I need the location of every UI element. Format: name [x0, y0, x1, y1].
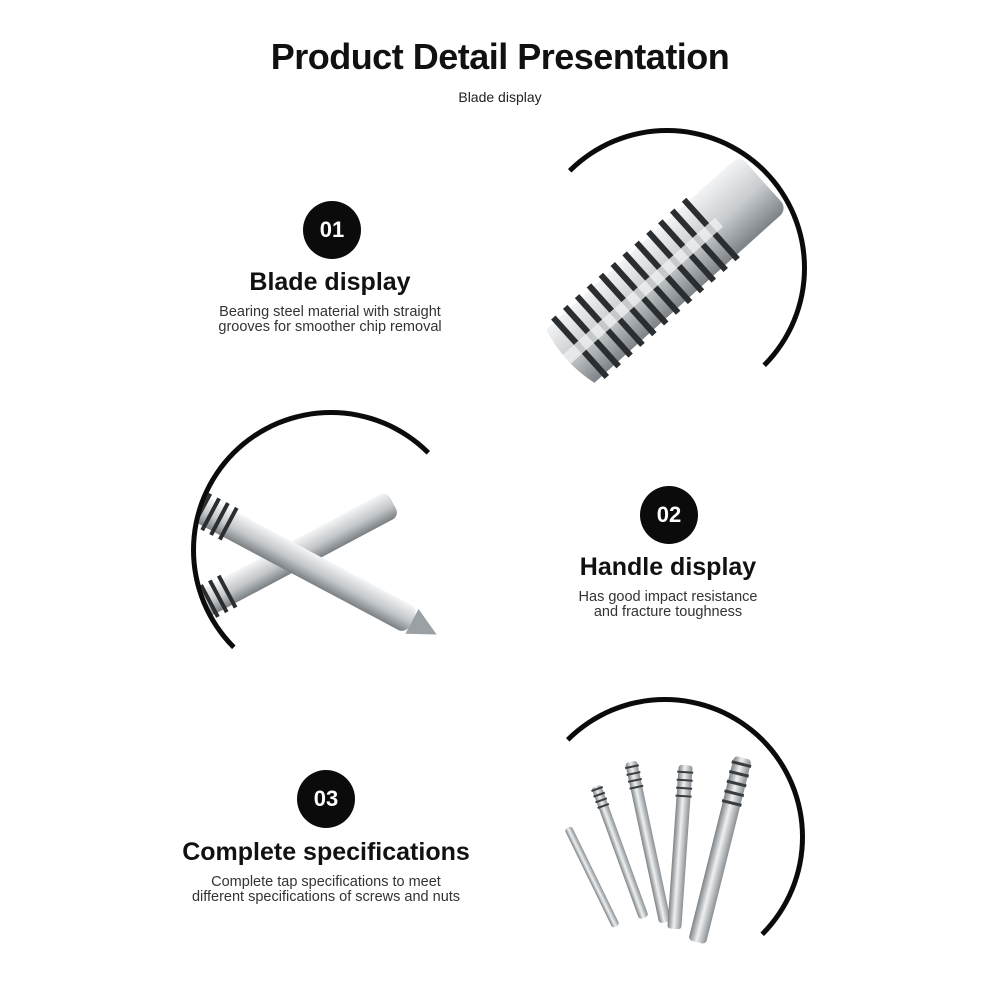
feature-description: [120, 305, 540, 335]
feature-description-line: Bearing steel material with straight: [219, 304, 441, 320]
feature-number-badge: 02: [640, 486, 698, 544]
feature-description-line: and fracture toughness: [593, 604, 743, 620]
decorative-ring: [191, 410, 471, 690]
feature-description-line: different specifications of screws and nuts: [191, 889, 461, 905]
feature-description: [458, 590, 878, 620]
feature-description: [116, 875, 536, 905]
feature-number-badge: 03: [297, 770, 355, 828]
feature-description-line: Complete tap specifications to meet: [211, 874, 441, 890]
feature-title: Handle display: [579, 553, 757, 581]
page-subtitle: Blade display: [458, 89, 542, 105]
feature-description-line: grooves for smoother chip removal: [218, 319, 442, 335]
decorative-ring: [527, 128, 807, 408]
decorative-ring: [525, 697, 805, 977]
feature-title: Complete specifications: [182, 838, 470, 866]
page-title: Product Detail Presentation: [270, 36, 730, 77]
feature-title: Blade display: [249, 268, 411, 296]
feature-number-badge: 01: [303, 201, 361, 259]
feature-description-line: Has good impact resistance: [578, 589, 758, 605]
